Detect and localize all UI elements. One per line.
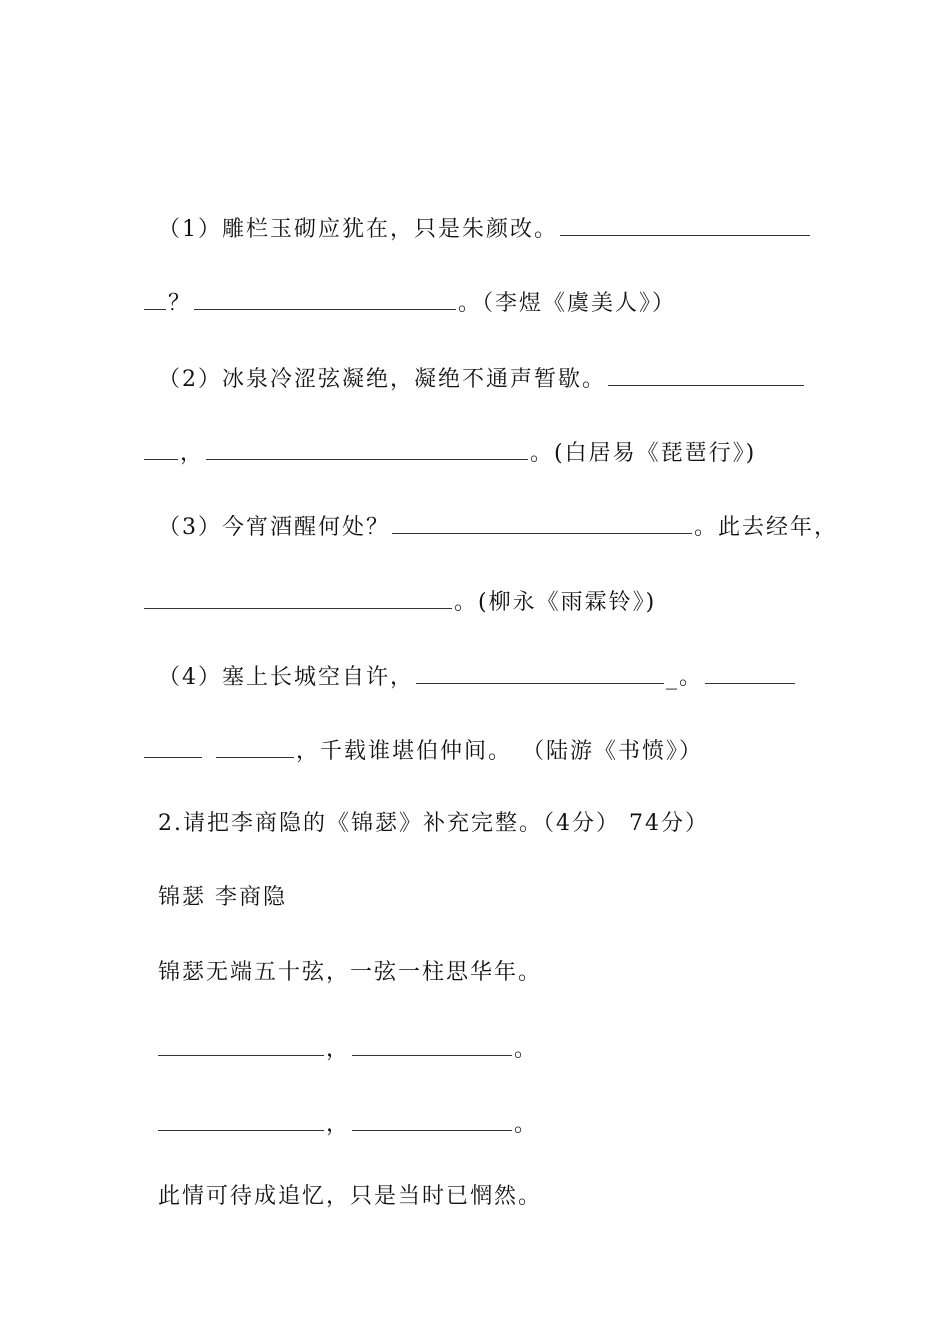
item1-question-mark: ？	[168, 291, 193, 316]
poem-comma-1: ，	[326, 1037, 351, 1062]
item3-line1-end: 。此去经年，	[694, 515, 839, 540]
item3-line2	[144, 586, 656, 618]
item1-line1	[158, 213, 812, 245]
item2-blank-a-cont[interactable]	[144, 437, 178, 460]
poem-fill-line2	[158, 1108, 538, 1140]
poem-fill-line1	[158, 1033, 538, 1065]
item2-comma: ，	[180, 441, 205, 466]
poem-period-2: 。	[514, 1112, 539, 1137]
poem-title: 锦瑟 李商隐	[158, 885, 287, 910]
item4-underscore: _。	[666, 665, 704, 690]
item4-blank-b-cont[interactable]	[144, 735, 202, 758]
item4-line1	[158, 661, 797, 693]
item4-source: （陆游《书愤》）	[522, 739, 704, 764]
poem-blank-4[interactable]	[352, 1108, 512, 1131]
item1-text: （1）雕栏玉砌应犹在，只是朱颜改。	[158, 217, 558, 242]
q2-prompt: 2.请把李商隐的《锦瑟》补充完整。（4分） 74分）	[158, 811, 709, 836]
item2-line2	[144, 437, 756, 469]
item1-line2	[144, 287, 676, 319]
item2-blank-b[interactable]	[206, 437, 528, 460]
item1-blank-a-cont[interactable]	[144, 287, 166, 310]
item2-line1	[158, 363, 806, 395]
item1-blank-a[interactable]	[560, 213, 810, 236]
item4-blank-c[interactable]	[216, 735, 294, 758]
item3-line1	[158, 511, 838, 543]
item2-blank-a[interactable]	[608, 363, 804, 386]
item1-blank-b[interactable]	[194, 287, 456, 310]
poem-comma-2: ，	[326, 1112, 351, 1137]
item3-blank-b[interactable]	[144, 586, 452, 609]
poem-blank-1[interactable]	[158, 1033, 324, 1056]
item4-text: （4）塞上长城空自许，	[158, 665, 414, 690]
item4-blank-b[interactable]	[705, 661, 795, 684]
poem-line1: 锦瑟无端五十弦，一弦一柱思华年。	[158, 960, 543, 985]
item2-source: 。(白居易《琵琶行》)	[530, 441, 757, 466]
item4-line2-end: ，千载谁堪伯仲间。	[296, 739, 513, 764]
item3-blank-a[interactable]	[392, 511, 692, 534]
poem-period-1: 。	[514, 1037, 539, 1062]
item4-blank-a[interactable]	[416, 661, 664, 684]
poem-last-line: 此情可待成追忆，只是当时已惘然。	[158, 1184, 543, 1209]
item4-line2	[144, 735, 703, 767]
item2-text: （2）冰泉冷涩弦凝绝，凝绝不通声暂歇。	[158, 367, 606, 392]
item3-text: （3）今宵酒醒何处？	[158, 515, 390, 540]
poem-blank-3[interactable]	[158, 1108, 324, 1131]
item1-source: 。（李煜《虞美人》）	[458, 291, 677, 316]
poem-blank-2[interactable]	[352, 1033, 512, 1056]
item3-source: 。(柳永《雨霖铃》)	[454, 590, 657, 615]
